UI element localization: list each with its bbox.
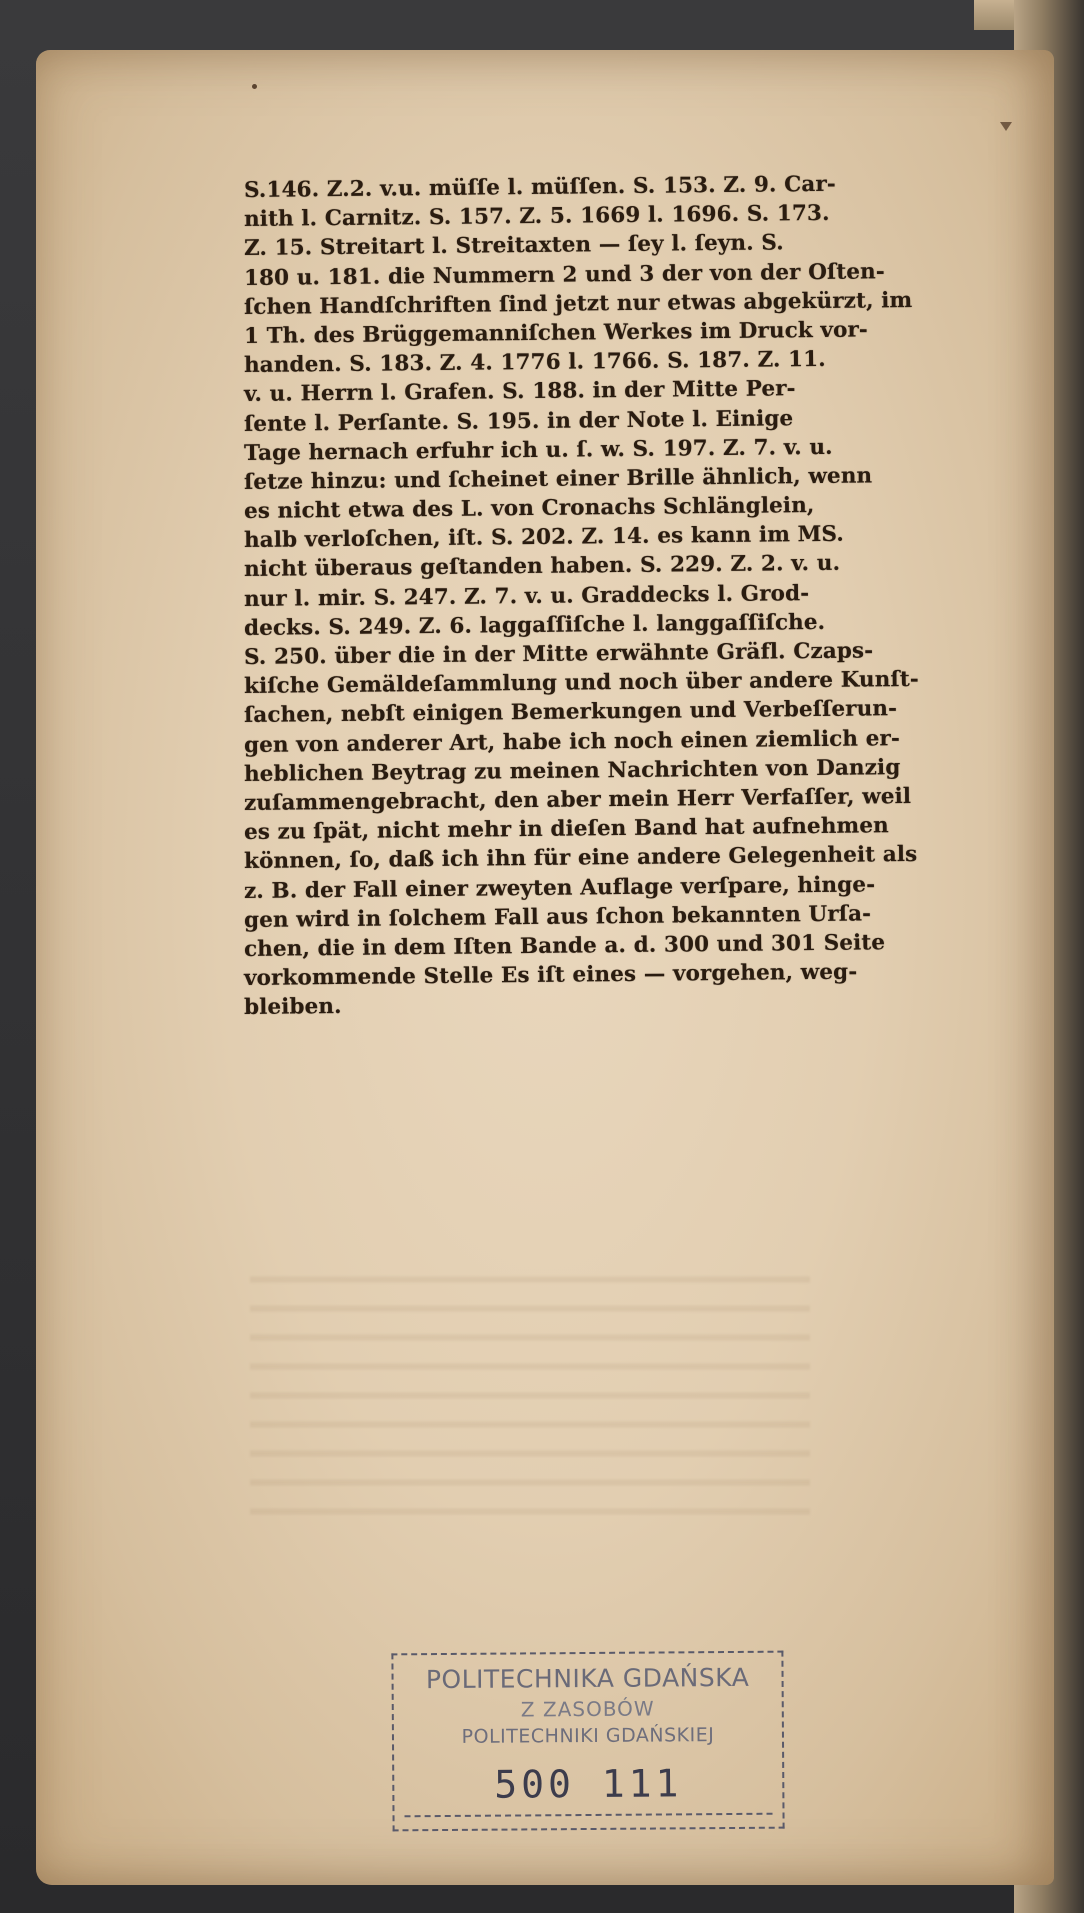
text-line: Tage hernach erfuhr ich u. ſ. w. S. 197. Z. 7. v. u. — [243, 434, 833, 466]
text-line: S.146. Z.2. v.u. müſſe l. müſſen. S. 153. Z. 9. Car- — [243, 171, 836, 203]
text-line: 180 u. 181. die Nummern 2 und 3 der von der Oſten- — [243, 258, 886, 291]
text-line: halb verloſchen, iſt. S. 202. Z. 14. es kann im MS. — [243, 521, 845, 554]
stamp-collection: Z ZASOBÓW — [520, 1696, 655, 1722]
text-line: zuſammengebracht, den aber mein Herr Verfaſſer, weil — [243, 783, 912, 816]
text-line: bleiben. — [243, 994, 342, 1021]
text-line: Z. 15. Streitart l. Streitaxten — ſey l. ſeyn. S. — [243, 230, 784, 262]
text-line: nicht überaus geſtanden haben. S. 229. Z. 2. v. u. — [243, 551, 841, 583]
text-line: decks. S. 249. Z. 6. laggaſſiſche l. langgaſſiſche. — [243, 609, 826, 641]
text-line: ſachen, nebſt einigen Bemerkungen und Verbeſſerun- — [243, 696, 898, 729]
text-line: ſetze hinzu: und ſcheinet einer Brille ähnlich, wenn — [243, 463, 873, 495]
text-line: nith l. Carnitz. S. 157. Z. 5. 1669 l. 1696. S. 173. — [243, 201, 830, 233]
stamp-institution: POLITECHNIKA GDAŃSKA — [425, 1662, 750, 1695]
text-line: z. B. der Fall einer zweyten Auflage verſpare, hinge- — [243, 871, 876, 904]
errata-text-block — [243, 171, 1000, 1022]
page-mark-icon — [1000, 122, 1012, 131]
text-line: kiſche Gemäldeſammlung und noch über andere Kunſt- — [243, 667, 919, 700]
bleed-through-text — [250, 1260, 810, 1520]
ink-speck — [252, 84, 257, 89]
text-line: nur l. mir. S. 247. Z. 7. v. u. Graddecks l. Grod- — [243, 580, 810, 612]
text-line: S. 250. über die in der Mitte erwähnte Gräfl. Czaps- — [243, 638, 874, 670]
text-line: v. u. Herrn l. Grafen. S. 188. in der Mitte Per- — [243, 376, 796, 408]
text-line: handen. S. 183. Z. 4. 1776 l. 1766. S. 187. Z. 11. — [243, 347, 826, 379]
text-line: chen, die in dem Iſten Bande a. d. 300 und 301 Seite — [243, 930, 886, 962]
library-stamp — [391, 1651, 784, 1832]
text-line: gen von anderer Art, habe ich noch einen ziemlich er- — [243, 725, 901, 758]
stamp-inventory-number: 500 111 — [494, 1761, 683, 1807]
text-line: vorkommende Stelle Es iſt eines — vorgehen, weg- — [243, 959, 858, 992]
text-line: es nicht etwa des L. von Cronachs Schlänglein, — [243, 493, 815, 525]
stamp-owner: POLITECHNIKI GDAŃSKIEJ — [461, 1724, 715, 1748]
text-line: ſchen Handſchriften ſind jetzt nur etwas abgekürzt, im — [243, 287, 913, 320]
text-line: gen wird in ſolchem Fall aus ſchon bekannten Urſa- — [243, 901, 872, 933]
text-line: ſente l. Perſante. S. 195. in der Note l. Einige — [243, 405, 794, 437]
text-line: können, ſo, daß ich ihn für eine andere Gelegenheit als — [243, 842, 918, 875]
text-line: es zu ſpät, nicht mehr in dieſen Band hat aufnehmen — [243, 813, 889, 846]
stamp-signature-line — [404, 1761, 772, 1818]
text-line: heblichen Beytrag zu meinen Nachrichten von Danzig — [243, 754, 901, 787]
text-line: 1 Th. des Brüggemanniſchen Werkes im Druck vor- — [243, 317, 869, 349]
